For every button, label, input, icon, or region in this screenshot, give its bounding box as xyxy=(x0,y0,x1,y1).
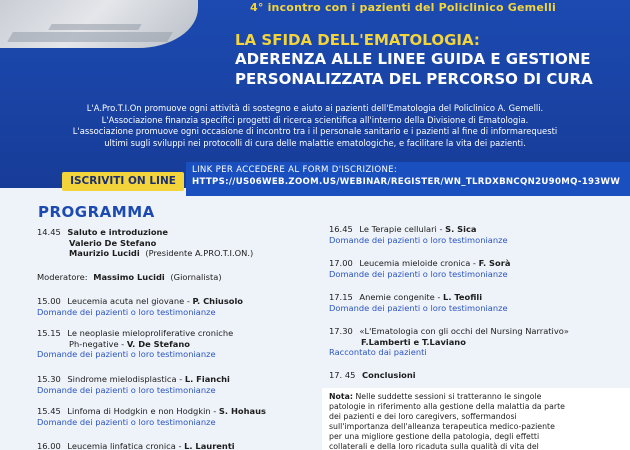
entry-speaker: S. Sica xyxy=(445,224,477,234)
program-title: PROGRAMMA xyxy=(38,203,155,221)
entry-speaker: Maurizio Lucidi xyxy=(69,248,140,258)
entry-speaker: F.Lamberti e T.Laviano xyxy=(361,336,466,347)
entry-time: 16.45 xyxy=(329,224,353,234)
entry-speaker: L. Teofili xyxy=(443,292,483,302)
program-entry xyxy=(37,441,317,450)
entry-time: 17. 45 xyxy=(329,370,356,380)
entry-title: Le neoplasie mieloproliferative croniche xyxy=(67,328,234,338)
entry-questions: Domande dei pazienti o loro testimonianze xyxy=(329,234,508,245)
entry-speaker: P. Chiusolo xyxy=(192,296,244,306)
note-line: per una migliore gestione della patologia, degli effetti xyxy=(329,432,540,441)
entry-speaker: L. Fianchi xyxy=(184,374,230,384)
note-line: patologie in riferimento alla gestione della malattia da parte xyxy=(329,402,565,411)
program-entry xyxy=(37,296,317,317)
entry-title: Leucemia acuta nel giovane - xyxy=(67,296,193,306)
entry-questions: Domande dei pazienti o loro testimonianze xyxy=(329,302,508,313)
program-entry xyxy=(329,258,619,279)
program-entry xyxy=(329,292,619,313)
entry-speaker-note: (Presidente A.PRO.T.I.ON.) xyxy=(145,248,254,258)
association-description xyxy=(0,103,630,149)
registration-link-box xyxy=(186,162,630,196)
entry-speaker: V. De Stefano xyxy=(126,338,190,349)
entry-time: 15.15 xyxy=(37,328,61,338)
entry-title: Saluto e introduzione xyxy=(67,227,169,237)
registration-link-label: LINK PER ACCEDERE AL FORM D'ISCRIZIONE: xyxy=(192,165,398,175)
entry-time: 15.00 xyxy=(37,296,61,306)
association-line: L'Associazione finanzia specifici progetti di ricerca scientifica all'interno della Divisione di Ematologia. xyxy=(101,114,529,125)
register-online-button[interactable]: ISCRIVITI ON LINE xyxy=(62,172,184,191)
entry-title: Leucemia linfatica cronica - xyxy=(67,441,185,450)
entry-title: «L'Ematologia con gli occhi del Nursing Narrativo» xyxy=(359,326,569,336)
entry-questions: Domande dei pazienti o loro testimonianze xyxy=(37,384,216,395)
entry-title: Leucemia mieloide cronica - xyxy=(359,258,479,268)
event-title-line3: PERSONALIZZATA DEL PERCORSO DI CURA xyxy=(235,70,593,88)
entry-time: 16.00 xyxy=(37,441,61,450)
note-line: sull'importanza dell'alleanza terapeutica medico-paziente xyxy=(329,422,555,431)
entry-questions: Domande dei pazienti o loro testimonianze xyxy=(37,416,216,427)
program-entry xyxy=(329,326,619,358)
entry-time: 17.15 xyxy=(329,292,353,302)
entry-speaker: L. Laurenti xyxy=(184,441,235,450)
entry-speaker: Valerio De Stefano xyxy=(69,237,157,248)
note-label: Nota: xyxy=(329,392,353,401)
moderator-name: Massimo Lucidi xyxy=(93,272,165,282)
entry-speaker: S. Hohaus xyxy=(218,406,266,416)
entry-title: Le Terapie cellulari - xyxy=(359,224,446,234)
entry-questions: Domande dei pazienti o loro testimonianze xyxy=(329,268,508,279)
entry-questions: Raccontato dai pazienti xyxy=(329,347,427,357)
entry-speaker: F. Sorà xyxy=(478,258,511,268)
program-entry xyxy=(37,227,317,259)
note-line: Nelle suddette sessioni si tratteranno le singole xyxy=(353,392,542,401)
program-entry xyxy=(37,406,317,427)
event-title-line1: LA SFIDA DELL'EMATOLOGIA: xyxy=(235,31,480,49)
program-entry xyxy=(37,272,317,283)
program-entry xyxy=(37,374,317,395)
note-box xyxy=(322,388,630,450)
note-line: collaterali e della loro ricaduta sulla qualità di vita del xyxy=(329,442,539,450)
entry-time: 17.00 xyxy=(329,258,353,268)
program-entry xyxy=(37,328,317,360)
entry-title: Sindrome mielodisplastica - xyxy=(67,374,185,384)
entry-title: Anemie congenite - xyxy=(359,292,444,302)
entry-title: Conclusioni xyxy=(362,370,416,380)
entry-questions: Domande dei pazienti o loro testimonianze xyxy=(37,349,216,359)
entry-time: 14.45 xyxy=(37,227,61,237)
program-entry xyxy=(329,224,619,245)
entry-time: 15.45 xyxy=(37,406,61,416)
association-line: L'A.Pro.T.I.On promuove ogni attività di sostegno e aiuto ai pazienti dell'Ematologia del Policlinico A. Gemelli. xyxy=(86,103,544,113)
header-photo xyxy=(0,0,198,48)
entry-time: 17.30 xyxy=(329,326,353,336)
event-title-line2: ADERENZA ALLE LINEE GUIDA E GESTIONE xyxy=(235,50,591,68)
registration-url-link[interactable]: HTTPS://US06WEB.ZOOM.US/WEBINAR/REGISTER/WN_TLRDXBNCQN2U90MQ-193WW xyxy=(192,177,621,187)
entry-time: 15.30 xyxy=(37,374,61,384)
entry-questions: Domande dei pazienti o loro testimonianze xyxy=(37,306,216,317)
event-subtitle: 4° incontro con i pazienti del Policlinico Gemelli xyxy=(250,1,556,14)
moderator-label: Moderatore: xyxy=(37,272,88,282)
moderator-note: (Giornalista) xyxy=(170,272,222,282)
program-entry xyxy=(329,370,619,381)
entry-title: Linfoma di Hodgkin e non Hodgkin - xyxy=(67,406,219,416)
entry-title-cont: Ph-negative - xyxy=(69,338,127,349)
note-line: dei pazienti e dei loro caregivers, soffermandosi xyxy=(329,412,517,421)
association-line: L'associazione promuove ogni occasione di incontro tra i il personale sanitario e i pazienti al fine di informarequesti xyxy=(72,126,558,136)
header-banner xyxy=(0,0,630,188)
association-line: ultimi sugli sviluppi nei protocolli di cura delle malattie ematologiche, e facilitare la vita dei pazienti. xyxy=(104,137,526,148)
